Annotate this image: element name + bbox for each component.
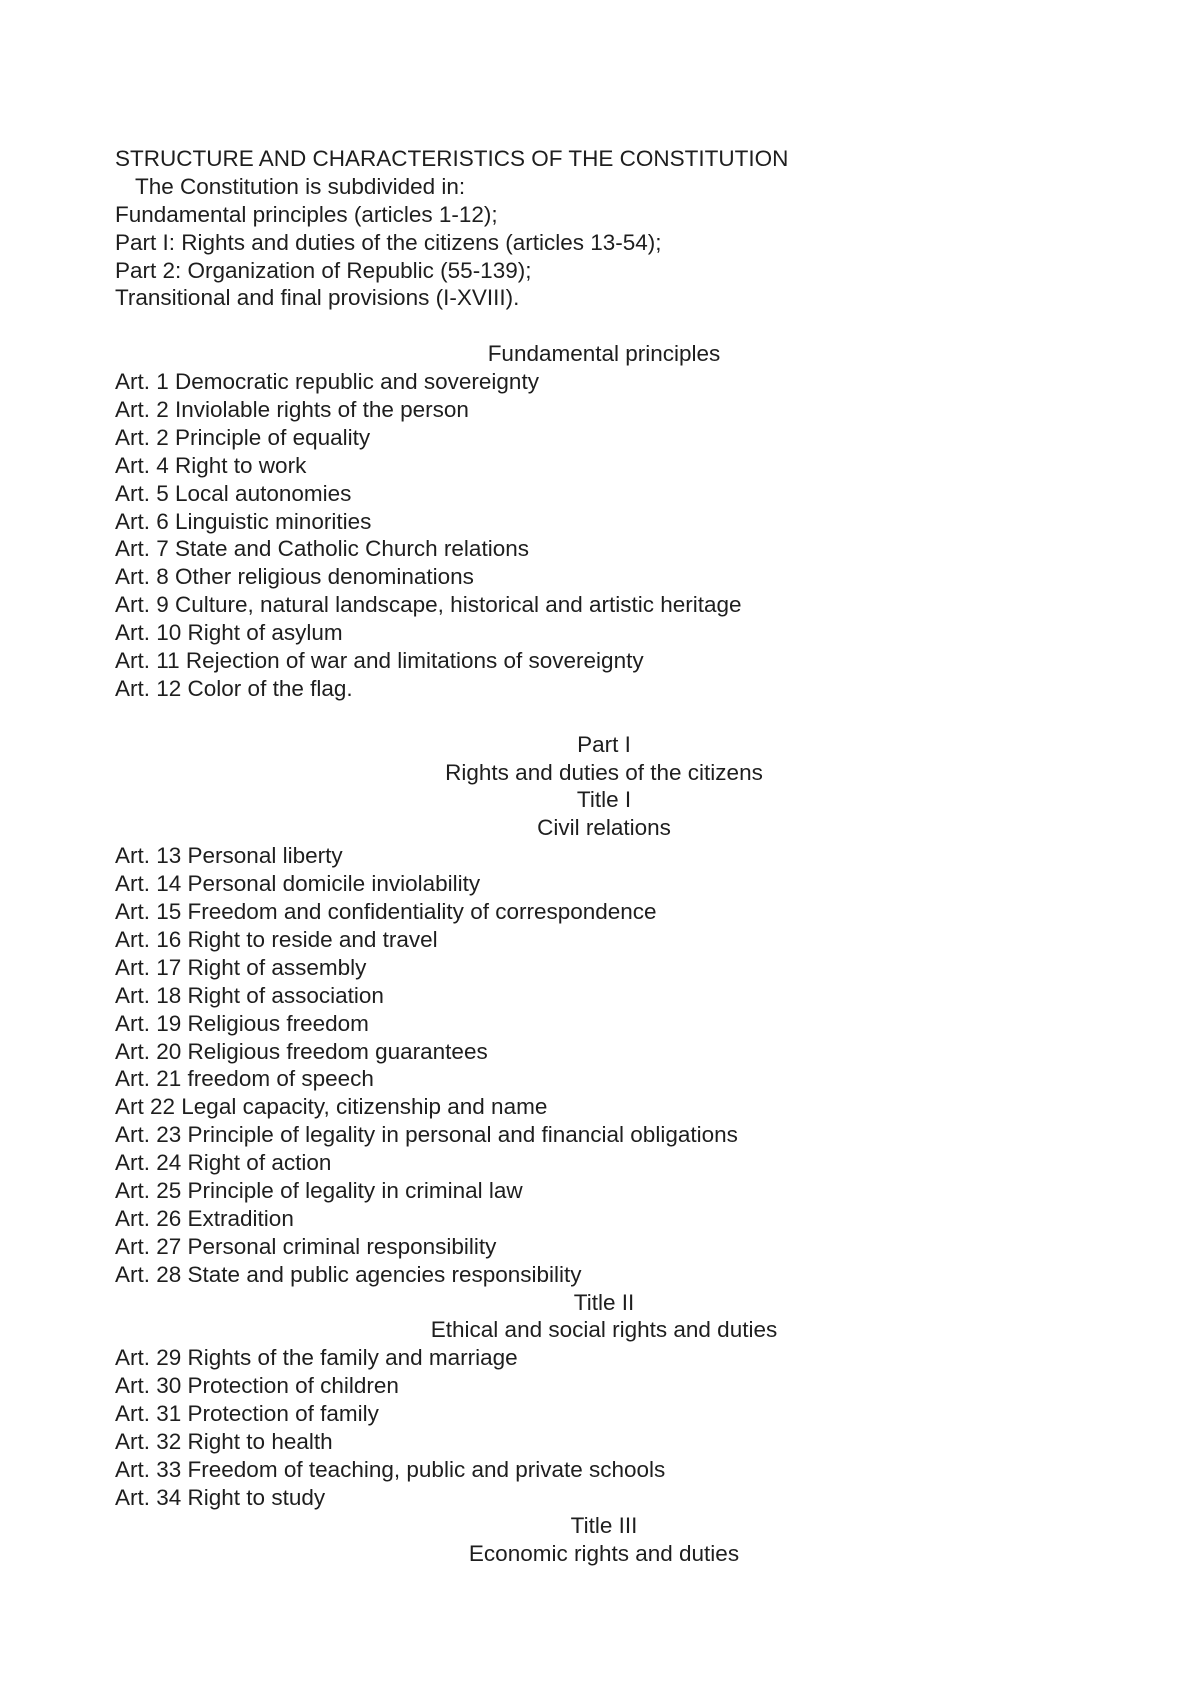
title-label: Title III <box>570 1512 638 1538</box>
title-label: Title II <box>573 1289 635 1315</box>
article-line: Art. 20 Religious freedom guarantees <box>115 1038 488 1064</box>
article-line: Art. 15 Freedom and confidentiality of correspondence <box>115 899 657 925</box>
article-line: Art. 16 Right to reside and travel <box>115 926 438 952</box>
article-line: Art. 32 Right to health <box>115 1428 333 1454</box>
article-line: Art. 13 Personal liberty <box>115 843 343 869</box>
part-label: Part I <box>577 731 631 757</box>
subdivision-item: Fundamental principles (articles 1-12); <box>115 201 498 227</box>
subdivision-item: Part 2: Organization of Republic (55-139); <box>115 257 532 283</box>
article-line: Art. 23 Principle of legality in personal and financial obligations <box>115 1122 738 1148</box>
article-line: Art 22 Legal capacity, citizenship and name <box>115 1094 548 1120</box>
article-line: Art. 9 Culture, natural landscape, historical and artistic heritage <box>115 592 742 618</box>
article-line: Art. 8 Other religious denominations <box>115 564 474 590</box>
article-line: Art. 30 Protection of children <box>115 1373 399 1399</box>
article-line: Art. 5 Local autonomies <box>115 480 352 506</box>
title-label: Title I <box>576 787 632 813</box>
title-name: Civil relations <box>537 815 671 841</box>
article-line: Art. 19 Religious freedom <box>115 1010 369 1036</box>
article-line: Art. 34 Right to study <box>115 1484 326 1510</box>
article-line: Art. 33 Freedom of teaching, public and private schools <box>115 1456 666 1482</box>
article-line: Art. 28 State and public agencies responsibility <box>115 1261 582 1287</box>
article-line: Art. 1 Democratic republic and sovereignty <box>115 369 539 395</box>
article-line: Art. 2 Inviolable rights of the person <box>115 397 469 423</box>
subdivision-item: Transitional and final provisions (I-XVIII). <box>115 285 520 311</box>
spacer <box>115 703 1093 731</box>
article-line: Art. 21 freedom of speech <box>115 1066 374 1092</box>
article-line: Art. 24 Right of action <box>115 1150 332 1176</box>
article-line: Art. 25 Principle of legality in criminal law <box>115 1177 523 1203</box>
article-line: Art. 10 Right of asylum <box>115 620 343 646</box>
article-line: Art. 11 Rejection of war and limitations of sovereignty <box>115 648 644 674</box>
article-line: Art. 18 Right of association <box>115 982 384 1008</box>
intro-text: The Constitution is subdivided in: <box>135 173 466 199</box>
article-line: Art. 6 Linguistic minorities <box>115 508 372 534</box>
article-line: Art. 31 Protection of family <box>115 1401 379 1427</box>
article-line: Art. 27 Personal criminal responsibility <box>115 1233 497 1259</box>
subdivision-item: Part I: Rights and duties of the citizens (articles 13-54); <box>115 229 662 255</box>
article-line: Art. 4 Right to work <box>115 452 307 478</box>
title-name: Economic rights and duties <box>468 1540 740 1566</box>
article-line: Art. 29 Rights of the family and marriage <box>115 1345 518 1371</box>
document-page <box>115 145 1093 1567</box>
article-line: Art. 7 State and Catholic Church relations <box>115 536 529 562</box>
spacer <box>115 312 1093 340</box>
document-heading: STRUCTURE AND CHARACTERISTICS OF THE CONSTITUTION <box>115 146 789 171</box>
article-line: Art. 12 Color of the flag. <box>115 675 353 701</box>
section-title-fundamental: Fundamental principles <box>487 341 721 367</box>
title-name: Ethical and social rights and duties <box>430 1317 778 1343</box>
article-line: Art. 14 Personal domicile inviolability <box>115 871 481 897</box>
article-line: Art. 2 Principle of equality <box>115 424 371 450</box>
part-title: Rights and duties of the citizens <box>445 759 763 785</box>
article-line: Art. 17 Right of assembly <box>115 954 367 980</box>
article-line: Art. 26 Extradition <box>115 1205 294 1231</box>
